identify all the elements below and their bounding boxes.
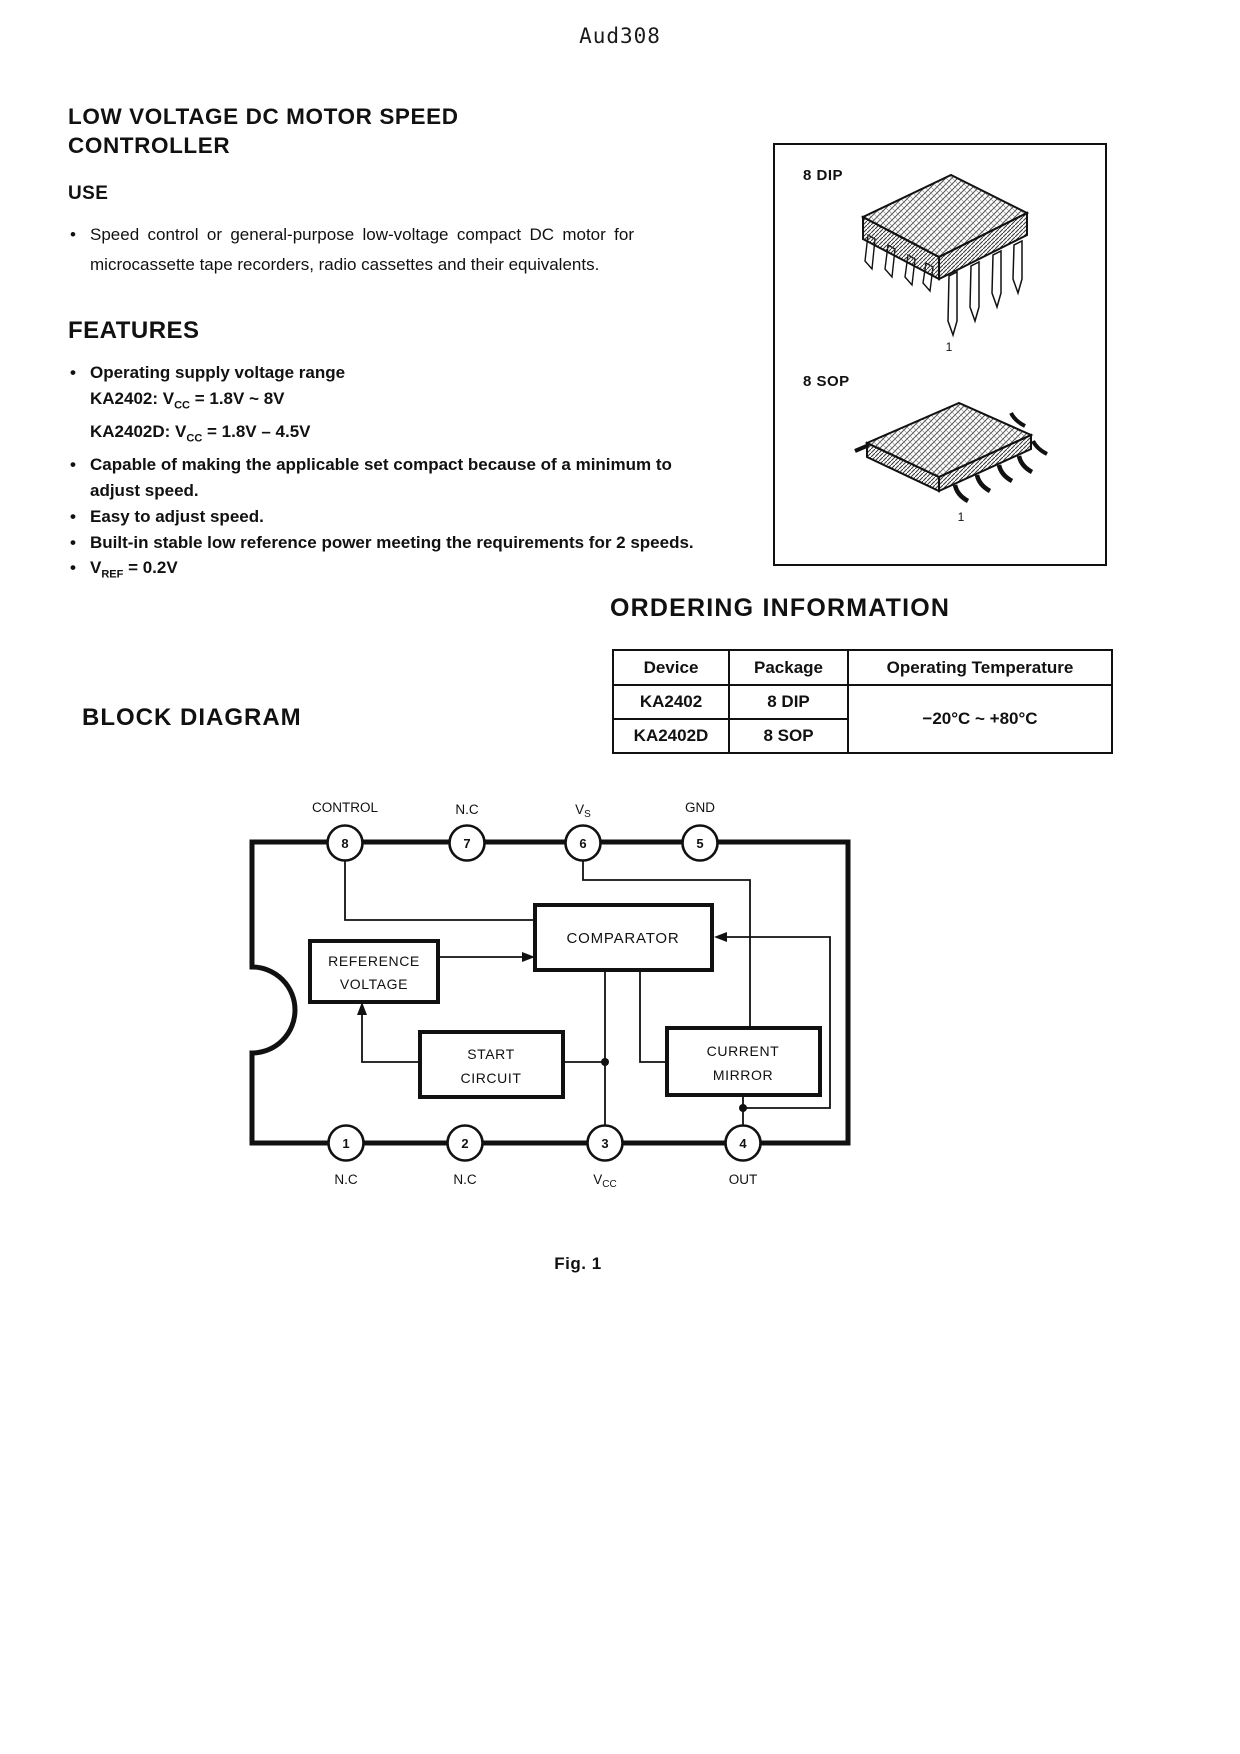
figure-caption: Fig. 1 bbox=[554, 1254, 602, 1273]
svg-text:8: 8 bbox=[341, 836, 349, 851]
features-heading: FEATURES bbox=[68, 317, 200, 344]
col-header-temperature: Operating Temperature bbox=[848, 650, 1112, 685]
feature-item: • Built-in stable low reference power meeting the requirements for 2 speeds. bbox=[68, 530, 732, 556]
pin-2 bbox=[448, 1126, 483, 1188]
pin-5 bbox=[683, 800, 718, 861]
feature-subitem: KA2402: $V_{CC} = 1.8V$ ~ 8V bbox=[90, 388, 285, 412]
svg-text:7: 7 bbox=[463, 836, 471, 851]
page-title bbox=[68, 102, 459, 160]
device-cell: KA2402D bbox=[613, 719, 729, 753]
pin-1-label: N.C bbox=[334, 1172, 358, 1187]
svg-text:COMPARATOR: COMPARATOR bbox=[566, 930, 680, 947]
svg-text:3: 3 bbox=[601, 1136, 609, 1151]
block-diagram-heading: BLOCK DIAGRAM bbox=[82, 704, 302, 731]
pin-7 bbox=[450, 802, 485, 861]
pin-6 bbox=[566, 802, 601, 861]
wire-control-to-comparator bbox=[345, 861, 535, 920]
block-diagram bbox=[230, 780, 890, 1195]
package-cell: 8 SOP bbox=[729, 719, 848, 753]
svg-text:6: 6 bbox=[579, 836, 587, 851]
comparator-block bbox=[535, 905, 712, 970]
features-list bbox=[68, 360, 708, 589]
ordering-heading: ORDERING INFORMATION bbox=[610, 594, 951, 622]
pin-8 bbox=[312, 800, 378, 861]
pin-6-label: $V_S$ bbox=[575, 802, 591, 820]
feature-item: • Capable of making the applicable set compact because of a minimum to adjust speed. bbox=[68, 452, 690, 504]
arrow-into-comparator-right-icon bbox=[714, 932, 727, 942]
ordering-table bbox=[612, 649, 1113, 754]
dip-pin1-marker: 1 bbox=[945, 340, 953, 354]
pin-1 bbox=[329, 1126, 364, 1188]
feature-item: • Operating supply voltage range bbox=[68, 360, 708, 386]
page-title-line1: LOW VOLTAGE DC MOTOR SPEED bbox=[68, 104, 459, 129]
svg-text:2: 2 bbox=[461, 1136, 469, 1151]
use-heading: USE bbox=[68, 183, 109, 204]
sop-pin1-marker: 1 bbox=[957, 510, 965, 524]
feature-subitem: KA2402D: $V_{CC} = 1.8V - 4.5V$ bbox=[90, 421, 311, 445]
bottom-pins bbox=[329, 1126, 761, 1191]
ordering-header-row bbox=[613, 650, 1112, 685]
col-header-device: Device bbox=[613, 650, 729, 685]
wire-start-to-reference bbox=[362, 1006, 420, 1062]
pin-4-label: OUT bbox=[728, 1172, 758, 1187]
dip-package-label: 8 DIP bbox=[803, 167, 844, 184]
svg-text:START: START bbox=[467, 1046, 515, 1062]
reference-voltage-block bbox=[310, 941, 438, 1002]
start-circuit-block bbox=[420, 1032, 563, 1097]
svg-text:VOLTAGE: VOLTAGE bbox=[339, 976, 409, 992]
svg-text:CIRCUIT: CIRCUIT bbox=[460, 1070, 522, 1086]
svg-text:REFERENCE: REFERENCE bbox=[328, 953, 420, 969]
top-pins bbox=[312, 800, 718, 861]
device-cell: KA2402 bbox=[613, 685, 729, 719]
table-row bbox=[613, 685, 1112, 719]
pin-8-label: CONTROL bbox=[311, 800, 379, 815]
pin-5-label: GND bbox=[685, 800, 715, 815]
page-title-line2: CONTROLLER bbox=[68, 133, 231, 158]
svg-text:1: 1 bbox=[342, 1136, 350, 1151]
svg-text:CURRENT: CURRENT bbox=[706, 1043, 780, 1059]
page-header-code: Aud308 bbox=[579, 24, 661, 48]
use-paragraph: • Speed control or general-purpose low-voltage compact DC motor for microcassette tape recorders, radio cassettes and their equivalents. bbox=[68, 220, 634, 279]
col-header-package: Package bbox=[729, 650, 848, 685]
feature-item: • $V_{REF} = 0.2V$ bbox=[68, 555, 708, 588]
svg-text:MIRROR: MIRROR bbox=[712, 1067, 774, 1083]
current-mirror-block bbox=[667, 1028, 820, 1095]
dip-package-drawing bbox=[863, 175, 1027, 354]
pin-2-label: N.C bbox=[453, 1172, 477, 1187]
wire-comparator-to-mirror bbox=[640, 970, 667, 1062]
package-cell: 8 DIP bbox=[729, 685, 848, 719]
feature-item: • Easy to adjust speed. bbox=[68, 504, 708, 530]
sop-package-label: 8 SOP bbox=[803, 373, 850, 390]
pin-7-label: N.C bbox=[455, 802, 479, 817]
package-drawings bbox=[775, 145, 1101, 560]
sop-package-drawing bbox=[855, 403, 1047, 524]
pin-3 bbox=[588, 1126, 623, 1191]
svg-text:5: 5 bbox=[696, 836, 704, 851]
junction-dot bbox=[601, 1058, 609, 1066]
svg-text:4: 4 bbox=[739, 1136, 747, 1151]
junction-dot bbox=[739, 1104, 747, 1112]
package-panel bbox=[773, 143, 1107, 566]
pin-4 bbox=[726, 1126, 761, 1188]
temperature-cell: −20°C ~ +80°C bbox=[848, 685, 1112, 753]
pin-3-label: $V_{CC}$ bbox=[593, 1172, 617, 1190]
